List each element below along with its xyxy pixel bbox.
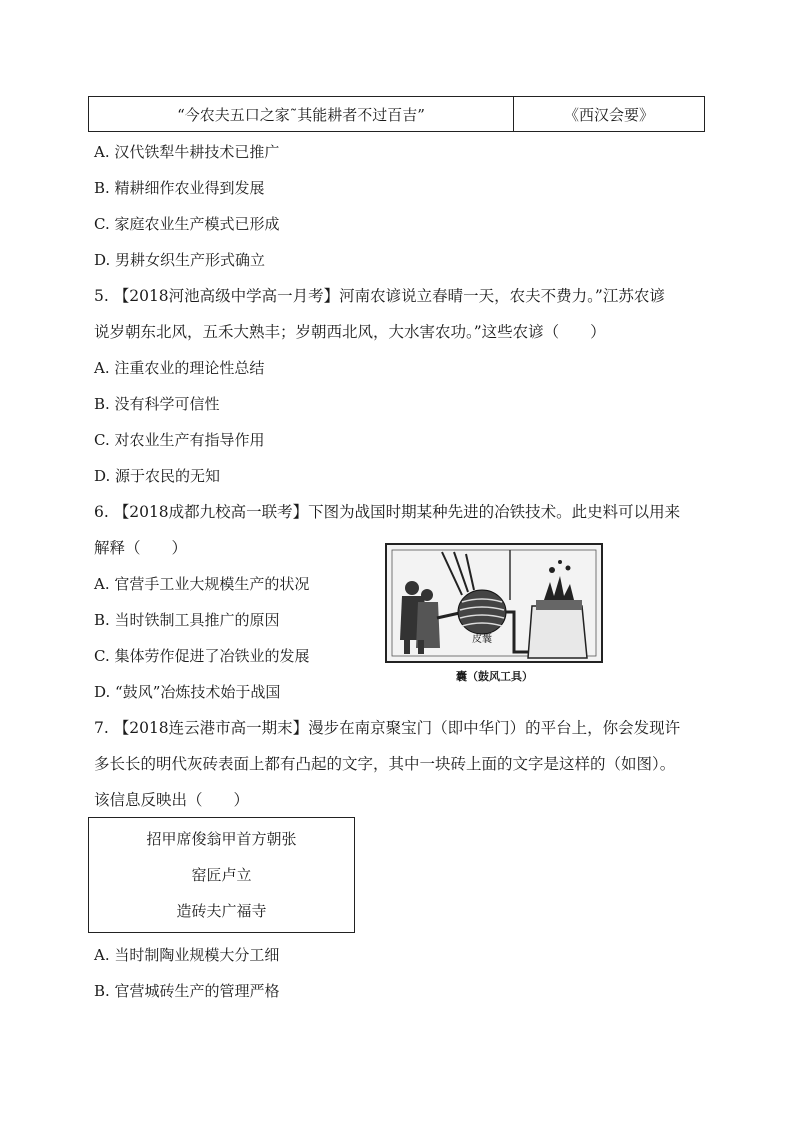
q7-stem-line1: 7. 【2018连云港市高一期末】漫步在南京聚宝门（即中华门）的平台上，你会发现许 xyxy=(94,719,681,737)
q4-option-b[interactable]: B. 精耕细作农业得到发展 xyxy=(94,179,265,197)
q4-option-a[interactable]: A. 汉代铁犁牛耕技术已推广 xyxy=(94,143,280,161)
quote-table xyxy=(88,96,705,132)
q6-option-a[interactable]: A. 官营手工业大规模生产的状况 xyxy=(94,575,310,593)
q7-stem-line2: 多长长的明代灰砖表面上都有凸起的文字，其中一块砖上面的文字是这样的（如图）。 xyxy=(94,755,676,773)
q5-option-a[interactable]: A. 注重农业的理论性总结 xyxy=(94,359,265,377)
q5-option-d[interactable]: D. 源于农民的无知 xyxy=(94,467,221,485)
figure-caption: 囊（鼓风工具） xyxy=(456,670,533,683)
brick-inscription-box xyxy=(88,817,355,933)
q4-option-d[interactable]: D. 男耕女织生产形式确立 xyxy=(94,251,266,269)
q7-option-b[interactable]: B. 官营城砖生产的管理严格 xyxy=(94,982,280,1000)
q5-option-c[interactable]: C. 对农业生产有指导作用 xyxy=(94,431,265,449)
bellows-figure xyxy=(382,540,607,686)
brick-line-2: 窑匠卢立 xyxy=(191,866,252,884)
brick-line-1: 招甲席俊翁甲首方朝张 xyxy=(146,830,297,848)
brick-line-3: 造砖夫广福寺 xyxy=(176,902,267,920)
q5-stem-line2: 说岁朝东北风，五禾大熟丰；岁朝西北风，大水害农功。”这些农谚（ ） xyxy=(94,323,606,341)
q5-stem-line1: 5. 【2018河池高级中学高一月考】河南农谚说立春晴一天，农夫不费力。”江苏农谚 xyxy=(94,287,665,305)
q6-stem-line2: 解释（ ） xyxy=(94,539,188,557)
q6-option-c[interactable]: C. 集体劳作促进了冶铁业的发展 xyxy=(94,647,310,665)
q7-stem-line3: 该信息反映出（ ） xyxy=(94,791,250,809)
q6-option-d[interactable]: D. “鼓风”冶炼技术始于战国 xyxy=(94,683,281,701)
q7-option-a[interactable]: A. 当时制陶业规模大分工细 xyxy=(94,946,280,964)
bellows-label: 皮囊 xyxy=(472,634,492,645)
q5-option-b[interactable]: B. 没有科学可信性 xyxy=(94,395,220,413)
quote-text: “今农夫五口之家˜其能耕者不过百吉” xyxy=(89,97,514,132)
q6-stem-line1: 6. 【2018成都九校高一联考】下图为战国时期某种先进的冶铁技术。此史料可以用来 xyxy=(94,503,681,521)
q4-option-c[interactable]: C. 家庭农业生产模式已形成 xyxy=(94,215,280,233)
bellows-illustration xyxy=(382,540,607,668)
q6-option-b[interactable]: B. 当时铁制工具推广的原因 xyxy=(94,611,280,629)
quote-source: 《西汉会要》 xyxy=(514,97,705,132)
